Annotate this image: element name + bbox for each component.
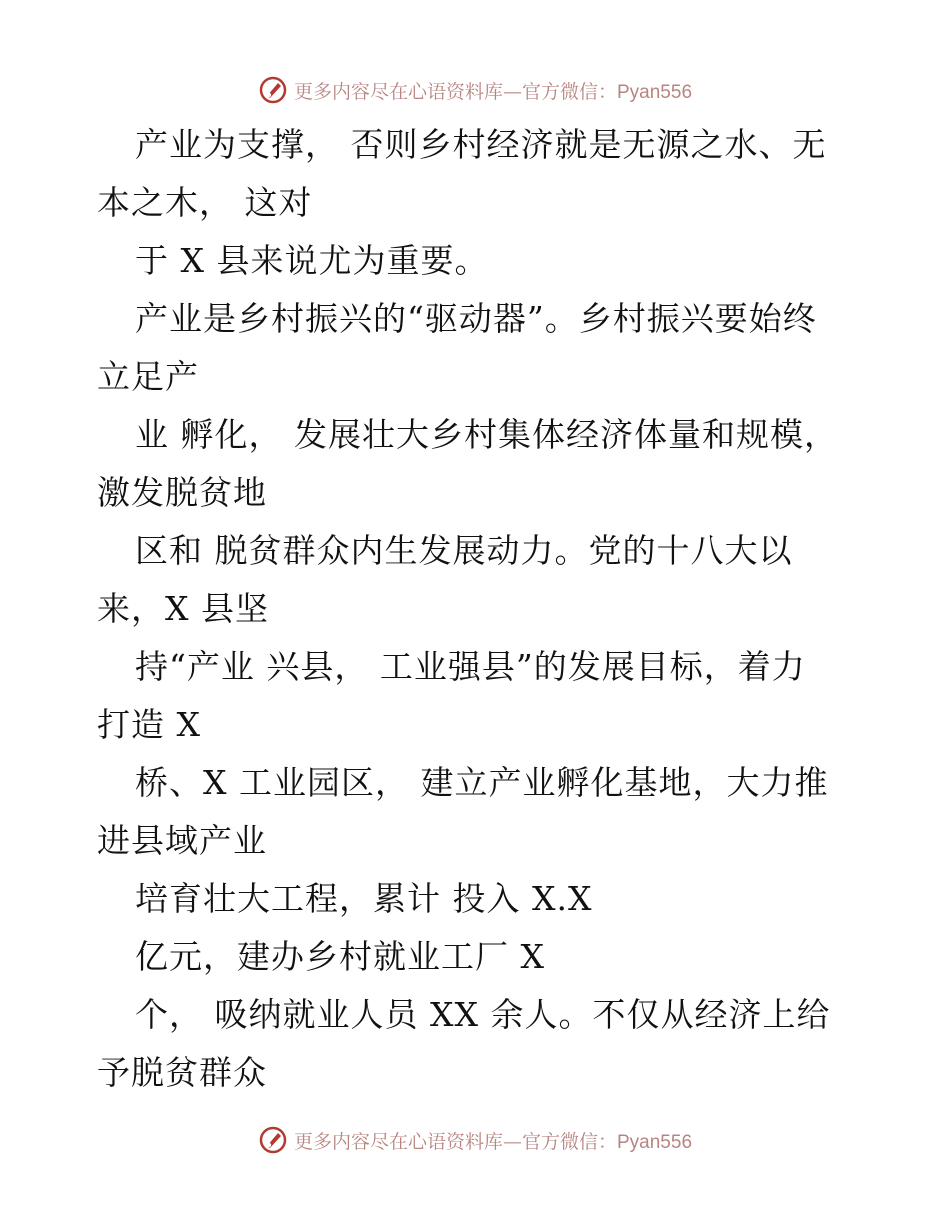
text-line: 予脱贫群众: [97, 1053, 267, 1092]
text-line: 个， 吸纳就业人员 XX 余人。不仅从经济上给: [135, 995, 831, 1034]
text-line: 打造 X: [97, 705, 201, 744]
watermark-handle: Pyan556: [617, 1131, 693, 1153]
text-line: 产业为支撑， 否则乡村经济就是无源之水、无: [135, 125, 827, 164]
text-line: 业 孵化， 发展壮大乡村集体经济体量和规模，: [135, 415, 838, 454]
footer-watermark: [0, 1120, 950, 1160]
text-line: 培育壮大工程，累计 投入 X.X: [135, 879, 593, 918]
text-line: 来，X 县坚: [97, 589, 269, 628]
text-line: 立足产: [97, 357, 199, 396]
watermark-library-name: 更多内容尽在心语资料库: [293, 1130, 503, 1153]
header-watermark: [0, 70, 950, 110]
watermark-library-name: 更多内容尽在心语资料库: [293, 80, 503, 103]
watermark-official-label: 官方微信：: [521, 80, 617, 103]
text-line: 持“产业 兴县， 工业强县”的发展目标，着力: [135, 647, 806, 686]
text-line: 进县域产业: [97, 821, 267, 860]
text-line: 激发脱贫地: [97, 473, 267, 512]
watermark-separator: —: [502, 1130, 522, 1153]
watermark-official-label: 官方微信：: [521, 1130, 617, 1153]
watermark-separator: —: [502, 80, 522, 103]
watermark-text: [294, 1127, 692, 1154]
watermark-handle: Pyan556: [617, 81, 693, 103]
watermark-text: [294, 77, 692, 104]
text-line: 于 X 县来说尤为重要。: [135, 241, 489, 280]
text-line: 亿元，建办乡村就业工厂 X: [135, 937, 545, 976]
text-line: 本之木， 这对: [97, 183, 313, 222]
text-line: 区和 脱贫群众内生发展动力。党的十八大以: [135, 531, 793, 570]
text-line: 桥、X 工业园区， 建立产业孵化基地，大力推: [135, 763, 829, 802]
quill-seal-icon: [258, 75, 288, 105]
quill-seal-icon: [258, 1125, 288, 1155]
text-line: 产业是乡村振兴的“驱动器”。乡村振兴要始终: [135, 299, 817, 338]
